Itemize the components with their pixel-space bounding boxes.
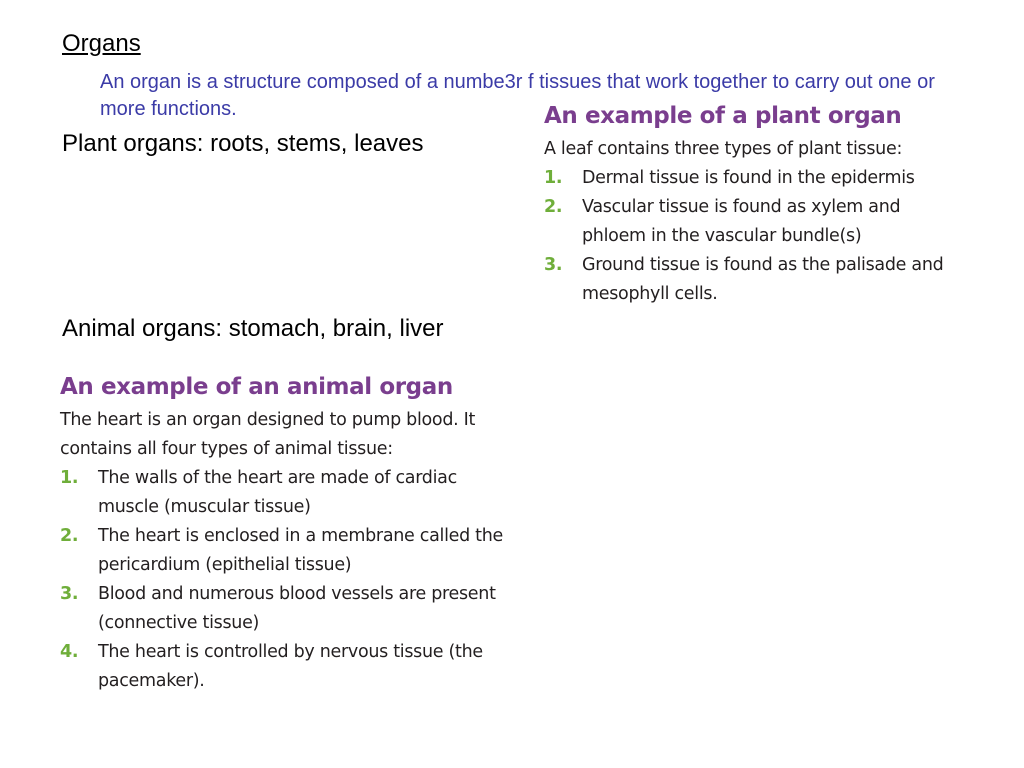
list-item-text: The heart is controlled by nervous tissue (the pacemaker). (98, 642, 483, 691)
list-number: 2. (60, 526, 79, 546)
plant-organ-example-box (544, 101, 944, 309)
list-number: 4. (60, 642, 79, 662)
list-number: 1. (544, 168, 563, 188)
list-item-text: Blood and numerous blood vessels are present (connective tissue) (98, 584, 496, 633)
animal-organ-example-box (60, 372, 510, 696)
plant-organs-text: Plant organs: roots, stems, leaves (62, 130, 424, 157)
list-item (544, 164, 944, 193)
list-item (60, 580, 510, 638)
page-heading: Organs (62, 30, 141, 57)
animal-box-intro: The heart is an organ designed to pump blood. It contains all four types of animal tissue: (60, 410, 476, 459)
organ-definition: An organ is a structure composed of a numbe3r f tissues that work together to carry out one or more functions. (100, 71, 935, 120)
list-item (60, 638, 510, 696)
plant-tissue-list (544, 164, 944, 309)
list-item-text: Ground tissue is found as the palisade and mesophyll cells. (582, 255, 944, 304)
animal-organs-text: Animal organs: stomach, brain, liver (62, 315, 444, 342)
list-item-text: The heart is enclosed in a membrane called the pericardium (epithelial tissue) (98, 526, 503, 575)
list-number: 3. (544, 255, 563, 275)
list-number: 3. (60, 584, 79, 604)
list-item (60, 522, 510, 580)
list-number: 1. (60, 468, 79, 488)
list-item-text: Vascular tissue is found as xylem and phloem in the vascular bundle(s) (582, 197, 901, 246)
animal-box-title: An example of an animal organ (60, 374, 453, 400)
list-number: 2. (544, 197, 563, 217)
list-item (60, 464, 510, 522)
plant-box-intro: A leaf contains three types of plant tissue: (544, 139, 903, 159)
list-item (544, 251, 944, 309)
list-item (544, 193, 944, 251)
list-item-text: The walls of the heart are made of cardiac muscle (muscular tissue) (98, 468, 457, 517)
list-item-text: Dermal tissue is found in the epidermis (582, 168, 915, 188)
animal-tissue-list (60, 464, 510, 696)
plant-box-title: An example of a plant organ (544, 103, 902, 129)
